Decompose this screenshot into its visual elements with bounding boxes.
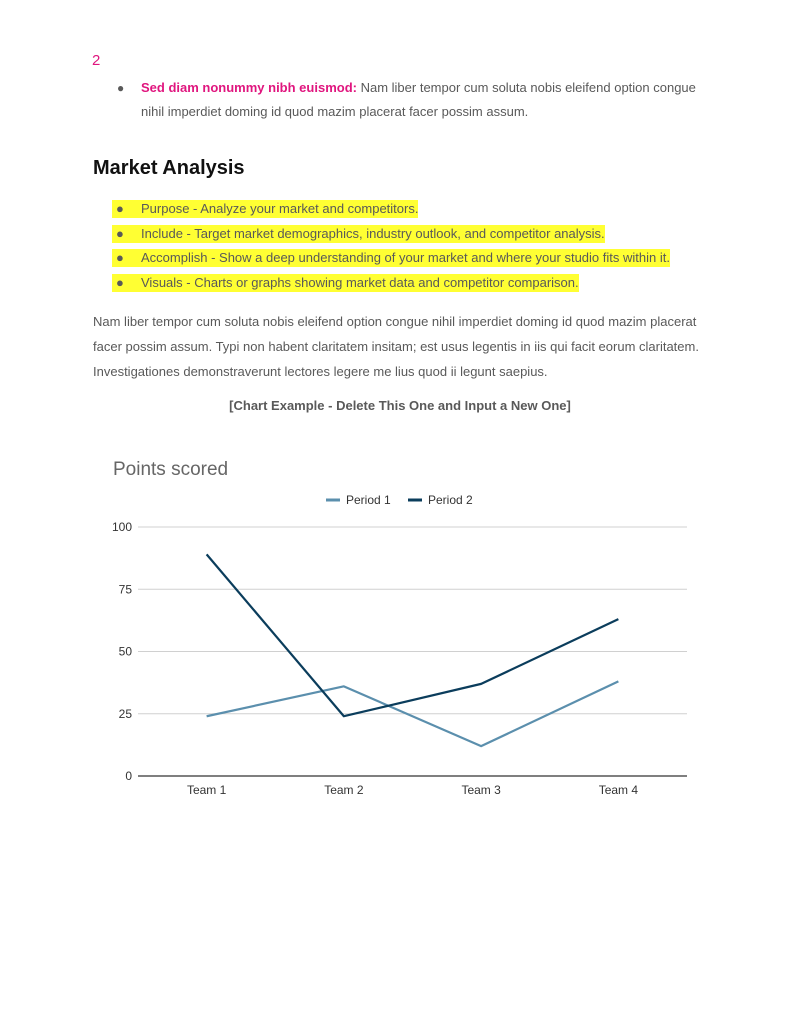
x-tick-label: Team 2 bbox=[324, 783, 364, 797]
bullet-icon: ● bbox=[117, 81, 125, 95]
y-tick-label: 0 bbox=[125, 769, 132, 783]
x-tick-label: Team 1 bbox=[186, 783, 227, 797]
chart-title: Points scored bbox=[113, 459, 229, 480]
bullet-icon: ● bbox=[116, 201, 124, 216]
bullet-icon: ● bbox=[116, 225, 124, 241]
y-tick-label: 25 bbox=[118, 706, 132, 721]
list-item bbox=[92, 246, 732, 271]
page-number: 2 bbox=[92, 52, 101, 69]
line-chart bbox=[100, 448, 700, 808]
highlighted-bullet-text: Purpose - Analyze your market and competitors. bbox=[141, 201, 419, 216]
legend-label: Period 2 bbox=[428, 493, 473, 507]
y-tick-label: 75 bbox=[118, 582, 132, 597]
series-line-2 bbox=[207, 554, 619, 716]
list-item bbox=[92, 197, 732, 222]
highlighted-bullet-list bbox=[92, 197, 732, 295]
body-paragraph: Nam liber tempor cum soluta nobis eleifend option congue nihil imperdiet doming id quod mazim placerat facer possim assum. Typi non habent claritatem insitam; est usus legentis in iis qui facit eorum claritatem. Investigationes demonstraverunt lectores legere me lius quod ii legunt saepius. bbox=[93, 314, 699, 379]
y-tick-label: 50 bbox=[118, 644, 132, 659]
highlighted-bullet-text: Visuals - Charts or graphs showing market data and competitor comparison. bbox=[141, 274, 579, 290]
intro-bullet-bold: Sed diam nonummy nibh euismod: bbox=[141, 80, 357, 95]
list-item bbox=[92, 76, 712, 124]
x-tick-label: Team 4 bbox=[598, 783, 639, 797]
bullet-icon: ● bbox=[116, 250, 124, 265]
intro-bullet-list bbox=[92, 76, 712, 124]
y-tick-label: 100 bbox=[111, 520, 132, 534]
list-item bbox=[92, 222, 732, 247]
x-tick-label: Team 3 bbox=[461, 783, 501, 797]
list-item bbox=[92, 271, 732, 296]
section-heading: Market Analysis bbox=[93, 157, 245, 179]
chart-caption: [Chart Example - Delete This One and Input a New One] bbox=[229, 398, 571, 413]
legend-label: Period 1 bbox=[346, 493, 391, 507]
bullet-icon: ● bbox=[116, 274, 124, 290]
intro-bullet-text: Nam liber tempor cum soluta nobis eleifend option congue nihil imperdiet doming id quod mazim placerat facer possim assum. bbox=[141, 80, 696, 119]
highlighted-bullet-text: Accomplish - Show a deep understanding of your market and where your studio fits within it. bbox=[141, 250, 670, 265]
highlighted-bullet-text: Include - Target market demographics, industry outlook, and competitor analysis. bbox=[141, 225, 605, 241]
